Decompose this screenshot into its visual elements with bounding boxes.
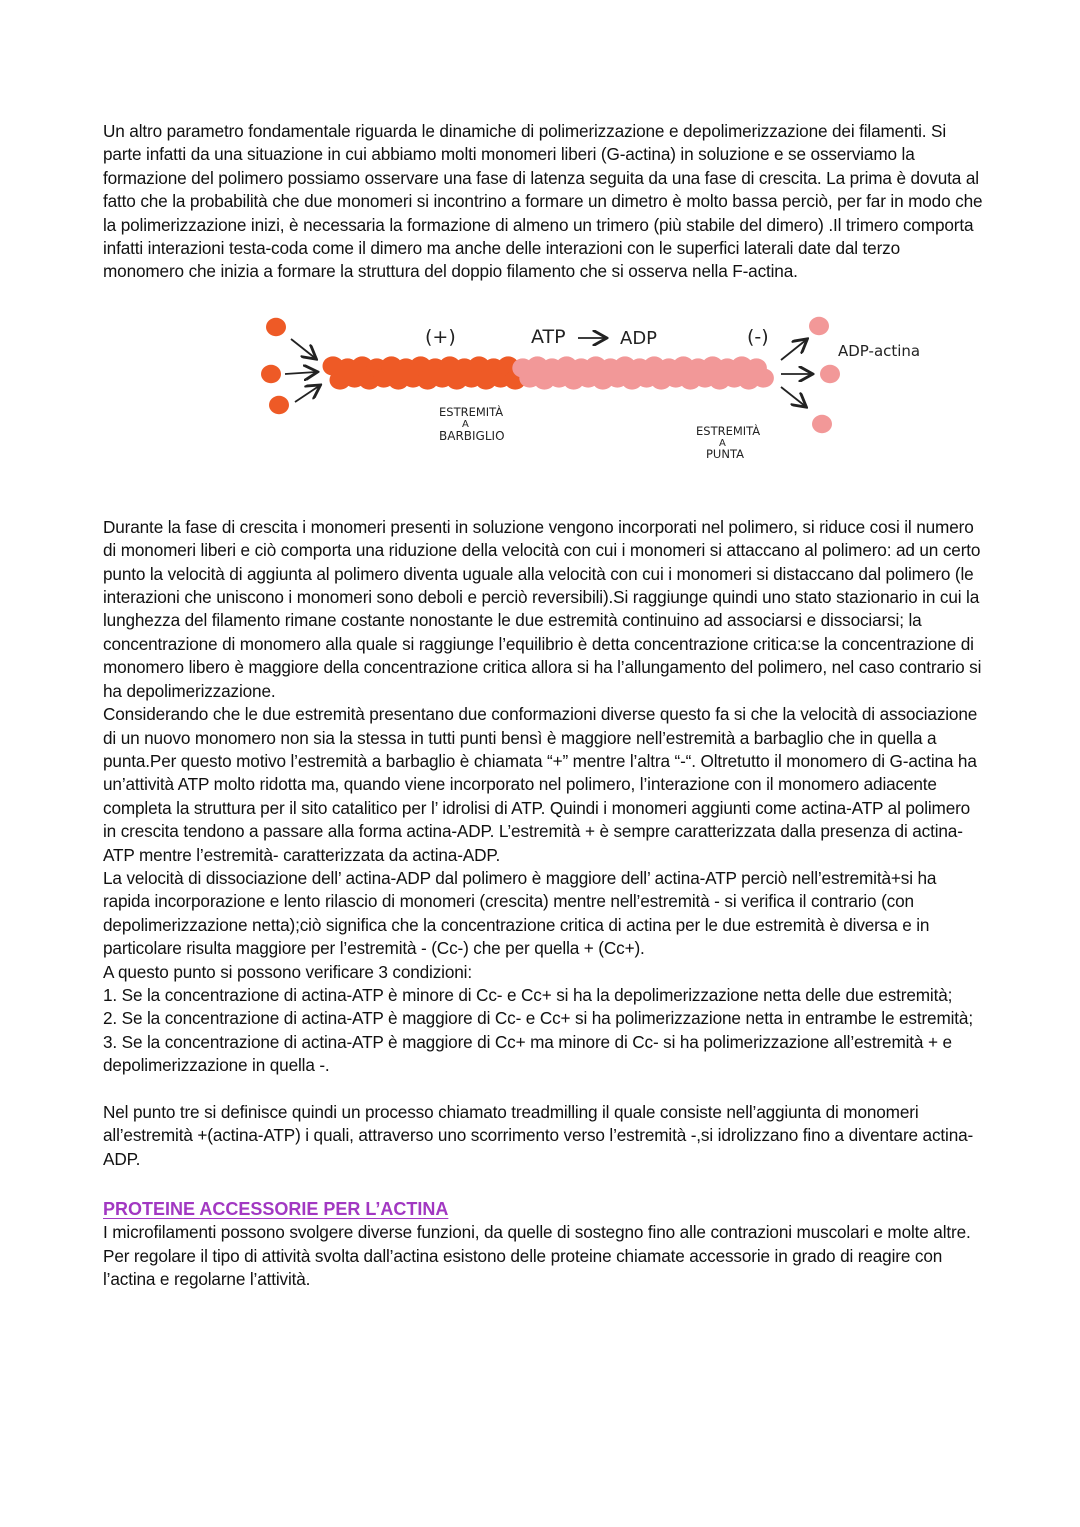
barbed-end-caption-line2: A — [462, 418, 469, 430]
paragraph-growth-phase: Durante la fase di crescita i monomeri presenti in soluzione vengono incorporati nel polimero, si riduce cosi il numero di monomeri liberi e ciò comporta una riduzione della velocità con cui i monomeri si attaccano al polimero: ad un certo punto la velocità di aggiunta al polimero diventa uguale alla velocità con cui i monomeri si distaccano dal polimero (le interazioni che uniscono i monomeri sono deboli e perciò reversibili).Si raggiunge quindi uno stato stazionario in cui la lunghezza del filamento rimane costante nonostante le due estremità continuino ad associarsi e dissociarsi; la concentrazione di monomero alla quale si raggiunge l’equilibrio è detta concentrazione critica:se la concentrazione di monomero libero è maggiore della concentrazione critica allora si ha l’allungamento del polimero, nel caso contrario si ha depolimerizzazione. — [103, 516, 982, 701]
atp-label: ATP — [531, 325, 566, 348]
document-page — [103, 120, 983, 1291]
actin-polymerization-figure — [103, 294, 983, 504]
paragraph-end-conformations: Considerando che le due estremità presentano due conformazioni diverse questo fa si che la velocità di associazione di un nuovo monomero non sia la stessa in tutti punti bensì è maggiore nell’estremità a barbaglio che in quella a punta.Per questo motivo l’estremità a barbaglio è chiamata “+” mentre l’altra “-“. Oltretutto il monomero di G-actina ha un’attività ATP molto ridotta ma, quando viene incorporato nel polimero, l’interazione con il monomero adiacente completa la struttura per il sito catalitico per l’ idrolisi di ATP. Quindi i monomeri aggiunti come actina-ATP al polimero in crescita tendono a passare alla forma actina-ADP. L’estremità + è sempre caratterizzata dalla presenza di actina-ATP mentre l’estremità- caratterizzata da actina-ADP. — [103, 704, 978, 865]
accessory-proteins-paragraph: I microfilamenti possono svolgere diverse funzioni, da quelle di sostegno fino alle contrazioni muscolari e molte altre. Per regolare il tipo di attività svolta dall’actina esistono delle proteine chiamate accessorie in grado di reagire con l’actina e regolarne l’attività. — [103, 1222, 971, 1290]
arrow-in-top — [291, 339, 315, 358]
actin-filament-diagram — [253, 294, 921, 494]
treadmilling-paragraph: Nel punto tre si definisce quindi un processo chiamato treadmilling il quale consiste nell’aggiunta di monomeri all’estremità +(actina-ATP) i quali, attraverso uno scorrimento verso l’estremità -,si idrolizzano fino a diventare actina-ADP. — [103, 1101, 974, 1169]
arrow-in-middle — [285, 372, 316, 374]
adp-label: ADP — [620, 327, 658, 349]
free-adp-monomer — [812, 415, 832, 433]
free-adp-monomers — [809, 317, 840, 433]
free-atp-monomer — [266, 318, 286, 336]
paragraph-dissociation-rate: La velocità di dissociazione dell’ actina-ADP dal polimero è maggiore dell’ actina-ATP perciò nell’estremità+si ha rapida incorporazione e lento rilascio di monomeri (crescita) mentre nell’estremità - si verifica il contrario (con depolimerizzazione netta);ciò significa che la concentrazione critica di actina per le due estremità è diversa e in particolare risulta maggiore per l’estremità - (Cc-) che per quella + (Cc+). — [103, 867, 937, 959]
pointed-end-caption-line2: A — [719, 437, 726, 449]
actin-filament — [323, 356, 774, 389]
condition-2: 2. Se la concentrazione di actina-ATP è maggiore di Cc- e Cc+ si ha polimerizzazione netta in entrambe le estremità; — [103, 1008, 973, 1029]
free-adp-monomer — [809, 317, 829, 335]
arrow-in-bottom — [295, 386, 319, 402]
barbed-end-caption-line1: ESTREMITÀ — [439, 404, 504, 419]
minus-end-label: (-) — [747, 325, 769, 348]
barbed-end-caption-line3: BARBIGLIO — [439, 428, 505, 443]
free-adp-monomer — [820, 365, 840, 383]
condition-1: 1. Se la concentrazione di actina-ATP è minore di Cc- e Cc+ si ha la depolimerizzazione netta delle due estremità; — [103, 984, 953, 1005]
arrow-out-top — [781, 340, 806, 360]
free-atp-monomer — [261, 365, 281, 383]
free-atp-monomer — [269, 396, 289, 414]
section-heading: PROTEINE ACCESSORIE PER L’ACTINA — [103, 1199, 449, 1220]
pointed-end-caption-line1: ESTREMITÀ — [696, 423, 761, 438]
free-atp-monomers — [261, 318, 289, 414]
actin-monomer-lower — [753, 368, 774, 387]
conditions-intro: A questo punto si possono verificare 3 condizioni: — [103, 961, 472, 982]
condition-3: 3. Se la concentrazione di actina-ATP è maggiore di Cc+ ma minore di Cc- si ha polimerizzazione all’estremità + e depolimerizzazione in quella -. — [103, 1031, 952, 1076]
intro-paragraph: Un altro parametro fondamentale riguarda le dinamiche di polimerizzazione e depolimerizzazione dei filamenti. Si parte infatti da una situazione in cui abbiamo molti monomeri liberi (G-actina) in soluzione e se osserviamo la formazione del polimero possiamo osservare una fase di latenza seguita da una fase di crescita. La prima è dovuta al fatto che la probabilità che due monomeri si incontrino a formare un dimetro è molto bassa perciò, per far in modo che la polimerizzazione inizi, è necessaria la formazione di almeno un trimero (più stabile del dimero) .Il trimero comporta infatti interazioni testa-coda come il dimero ma anche delle interazioni con le superfici laterali date dal terzo monomero che inizia a formare la struttura del doppio filamento che si osserva nella F-actina. — [103, 121, 983, 282]
plus-end-label: (+) — [425, 325, 456, 348]
adp-actina-label: ADP-actina — [838, 341, 921, 360]
arrow-out-bottom — [781, 387, 805, 406]
pointed-end-caption-line3: PUNTA — [706, 446, 744, 461]
